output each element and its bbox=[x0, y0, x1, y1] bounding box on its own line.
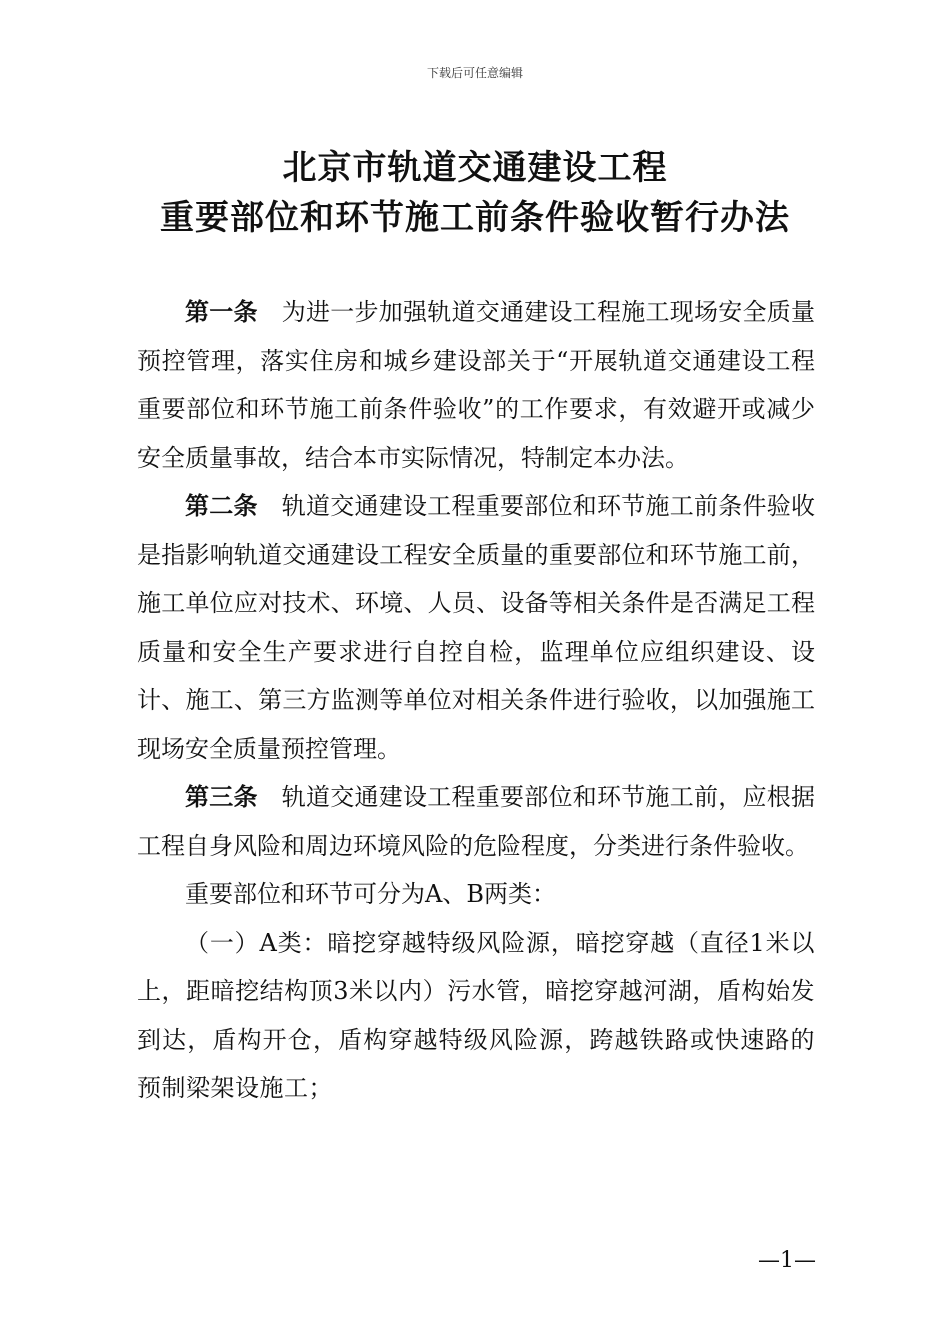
article-heading: 第二条 bbox=[185, 491, 258, 520]
paragraph-article-2 bbox=[137, 482, 815, 773]
header-note: 下载后可任意编辑 bbox=[426, 66, 523, 80]
paragraph-text: 重要部位和环节可分为A、B两类： bbox=[185, 880, 556, 908]
paragraph-text: 轨道交通建设工程重要部位和环节施工前条件验收是指影响轨道交通建设工程安全质量的重要部位和环节施工前，施工单位应对技术、环境、人员、设备等相关条件是否满足工程质量和安全生产要求进行自控自检，监理单位应组织建设、设计、施工、第三方监测等单位对相关条件进行验收，以加强施工现场安全质量预控管理。 bbox=[137, 492, 815, 763]
paragraph-article-3 bbox=[137, 773, 815, 870]
paragraph-text: 为进一步加强轨道交通建设工程施工现场安全质量预控管理，落实住房和城乡建设部关于“开展轨道交通建设工程重要部位和环节施工前条件验收”的工作要求，有效避开或减少安全质量事故，结合本市实际情况，特制定本办法。 bbox=[137, 298, 815, 472]
paragraph-text: （一）A类：暗挖穿越特级风险源，暗挖穿越（直径1米以上，距暗挖结构顶3米以内）污水管，暗挖穿越河湖，盾构始发到达，盾构开仓，盾构穿越特级风险源，跨越铁路或快速路的预制梁架设施工； bbox=[137, 928, 815, 1102]
paragraph-text: 轨道交通建设工程重要部位和环节施工前，应根据工程自身风险和周边环境风险的危险程度，分类进行条件验收。 bbox=[137, 783, 815, 860]
paragraph-article-1 bbox=[137, 288, 815, 482]
page-number: —1— bbox=[758, 1248, 816, 1273]
paragraph-category-a bbox=[137, 919, 815, 1113]
paragraph-categories bbox=[137, 870, 815, 919]
article-heading: 第一条 bbox=[185, 297, 258, 326]
document-title-line-1: 北京市轨道交通建设工程 bbox=[282, 148, 668, 188]
article-heading: 第三条 bbox=[185, 782, 258, 811]
document-body bbox=[137, 288, 815, 1113]
document-title-line-2: 重要部位和环节施工前条件验收暂行办法 bbox=[160, 198, 790, 238]
